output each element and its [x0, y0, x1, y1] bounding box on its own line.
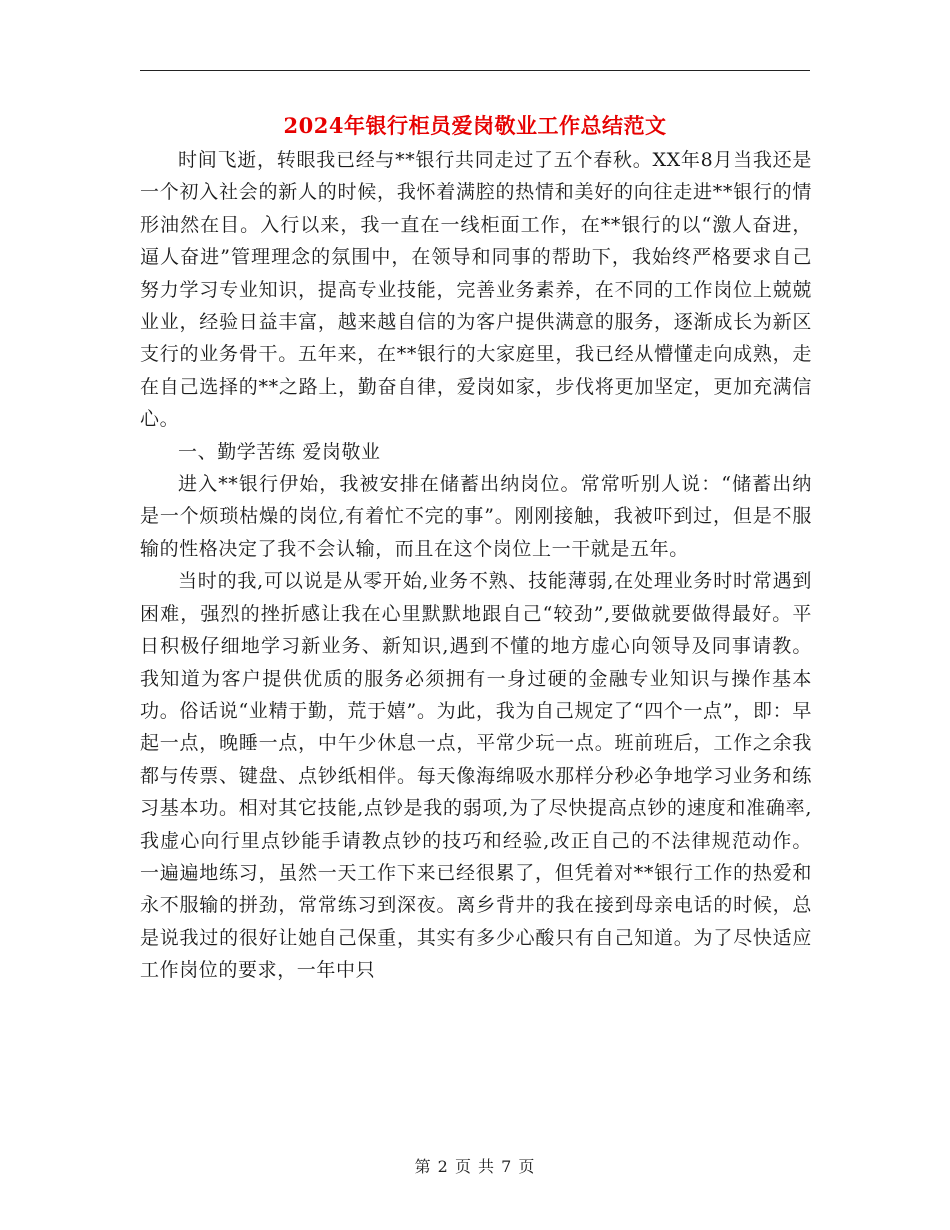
section-heading: 一、勤学苦练 爱岗敬业: [178, 440, 381, 463]
page-number: 第 2 页 共 7 页: [414, 1157, 536, 1176]
document-body: [140, 144, 812, 987]
paragraph-intro: 时间飞逝，转眼我已经与**银行共同走过了五个春秋。XX年8月当我还是一个初入社会的新人的时候，我怀着满腔的热情和美好的向往走进**银行的情形油然在目。入行以来，我一直在一线柜面工作，在**银行的以“激人奋进，逼人奋进”管理理念的氛围中，在领导和同事的帮助下，我始终严格要求自己努力学习专业知识，提高专业技能，完善业务素养，在不同的工作岗位上兢兢业业，经验日益丰富，越来越自信的为客户提供满意的服务，逐渐成长为新区支行的业务骨干。五年来，在**银行的大家庭里，我已经从懵懂走向成熟，走在自己选择的**之路上，勤奋自律，爱岗如家，步伐将更加坚定，更加充满信心。: [140, 149, 812, 431]
paragraph-training: 当时的我,可以说是从零开始,业务不熟、技能薄弱,在处理业务时时常遇到困难，强烈的挫折感让我在心里默默地跟自己“较劲”,要做就要做得最好。平日积极仔细地学习新业务、新知识,遇到不懂的地方虚心向领导及同事请教。我知道为客户提供优质的服务必须拥有一身过硬的金融专业知识与操作基本功。俗话说“业精于勤，荒于嬉”。为此，我为自己规定了“四个一点”，即：早起一点，晚睡一点，中午少休息一点，平常少玩一点。班前班后，工作之余我都与传票、键盘、点钞纸相伴。每天像海绵吸水那样分秒必争地学习业务和练习基本功。相对其它技能,点钞是我的弱项,为了尽快提高点钞的速度和准确率,我虚心向行里点钞能手请教点钞的技巧和经验,改正自己的不法律规范动作。一遍遍地练习，虽然一天工作下来已经很累了，但凭着对**银行工作的热爱和永不服输的拼劲，常常练习到深夜。离乡背井的我在接到母亲电话的时候，总是说我过的很好让她自己保重，其实有多少心酸只有自己知道。为了尽快适应工作岗位的要求，一年中只: [140, 570, 812, 982]
paragraph-joining: 进入**银行伊始，我被安排在储蓄出纳岗位。常常听别人说：“储蓄出纳是一个烦琐枯燥的岗位,有着忙不完的事”。刚刚接触，我被吓到过，但是不服输的性格决定了我不会认输，而且在这个岗位上一干就是五年。: [140, 473, 812, 560]
header-rule: [140, 70, 810, 71]
document-title: 2024年银行柜员爱岗敬业工作总结范文: [283, 113, 667, 138]
